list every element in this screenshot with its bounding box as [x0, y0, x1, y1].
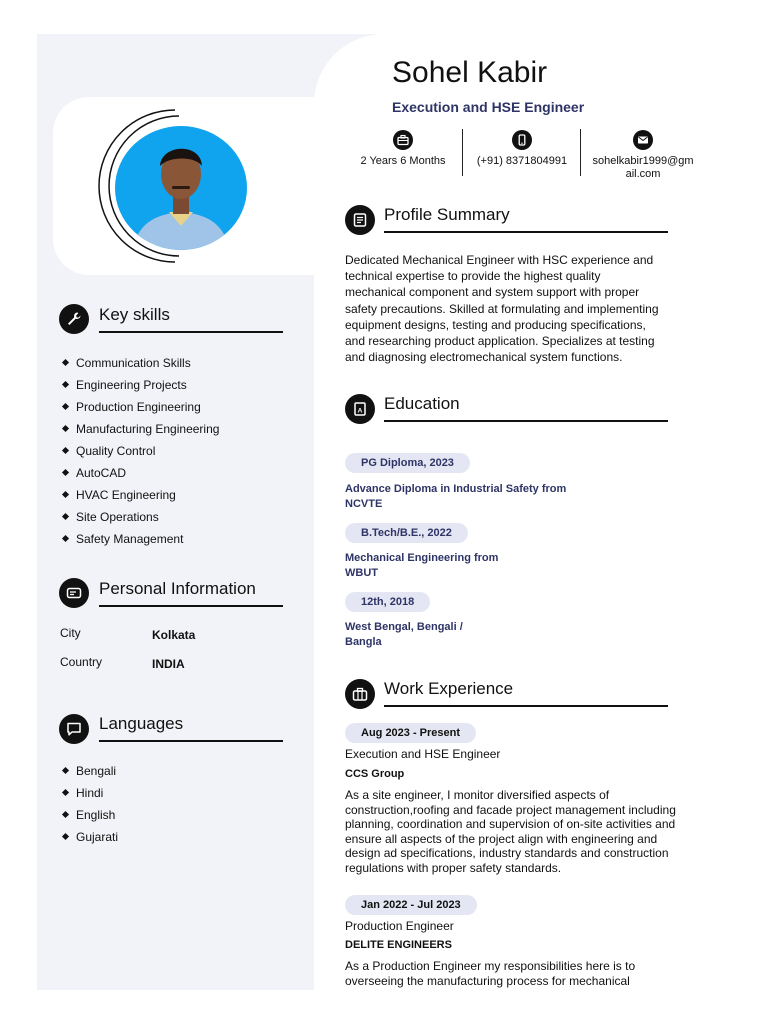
heading-underline: [99, 740, 283, 742]
briefcase-icon: [393, 130, 413, 150]
key-skills-heading: Key skills: [99, 305, 170, 324]
resume-page: [37, 34, 731, 990]
heading-underline: [384, 420, 668, 422]
contact-divider: [462, 129, 463, 176]
profile-summary-text: Dedicated Mechanical Engineer with HSC experience and technical expertise to provide the highest quality mechanical component and system support with proper safety precautions. Skilled at formulating and implementing equipment designs, testing and producing specifications, and researching product application. Specializes at testing and diagnosing electromechanical system functions.: [345, 253, 659, 365]
email-text-line1: sohelkabir1999@gm: [592, 155, 694, 167]
languages-list: [61, 764, 118, 852]
list-item: Hindi: [61, 786, 118, 808]
contact-experience: [347, 130, 459, 167]
list-item: HVAC Engineering: [61, 488, 219, 510]
experience-text: 2 Years 6 Months: [360, 155, 446, 167]
profile-summary-heading: Profile Summary: [384, 205, 510, 224]
list-item: Gujarati: [61, 830, 118, 852]
contact-email: [585, 130, 701, 180]
list-item: Production Engineering: [61, 400, 219, 422]
skills-list: [61, 356, 219, 554]
education-detail: Advance Diploma in Industrial Safety from NCVTE: [345, 483, 567, 510]
education-detail: West Bengal, Bengali / Bangla: [345, 621, 463, 648]
list-item: Safety Management: [61, 532, 219, 554]
list-item: Communication Skills: [61, 356, 219, 378]
email-icon: [633, 130, 653, 150]
list-item: Bengali: [61, 764, 118, 786]
chat-icon: [59, 714, 89, 744]
country-value: INDIA: [152, 657, 185, 671]
job-title: Execution and HSE Engineer: [392, 99, 585, 115]
job-period-badge: Aug 2023 - Present: [345, 723, 476, 743]
briefcase-icon: [345, 679, 375, 709]
education-heading: Education: [384, 394, 460, 413]
country-label: Country: [60, 655, 103, 669]
heading-underline: [384, 705, 668, 707]
job-company: CCS Group: [345, 768, 405, 780]
city-label: City: [60, 626, 81, 640]
graduation-icon: [345, 394, 375, 424]
heading-underline: [99, 331, 283, 333]
email-text-line2: ail.com: [625, 168, 661, 180]
wrench-icon: [59, 304, 89, 334]
svg-text:A: A: [357, 407, 363, 415]
heading-underline: [384, 231, 668, 233]
candidate-name: Sohel Kabir: [392, 56, 548, 89]
heading-underline: [99, 605, 283, 607]
list-item: English: [61, 808, 118, 830]
phone-icon: [512, 130, 532, 150]
list-item: Engineering Projects: [61, 378, 219, 400]
list-item: Site Operations: [61, 510, 219, 532]
city-value: Kolkata: [152, 628, 196, 642]
education-badge: B.Tech/B.E., 2022: [345, 523, 468, 543]
job-role: Execution and HSE Engineer: [345, 747, 501, 761]
work-experience-heading: Work Experience: [384, 679, 514, 698]
document-icon: [345, 205, 375, 235]
phone-text: (+91) 8371804991: [476, 155, 568, 167]
job-company: DELITE ENGINEERS: [345, 939, 452, 951]
education-badge: 12th, 2018: [345, 592, 430, 612]
education-detail: Mechanical Engineering from WBUT: [345, 552, 499, 579]
contact-phone: [465, 130, 579, 167]
personal-info-heading: Personal Information: [99, 579, 256, 598]
contact-divider: [580, 129, 581, 176]
job-description: As a Production Engineer my responsibilities here is to overseeing the manufacturing process for mechanical: [345, 959, 636, 988]
job-period-badge: Jan 2022 - Jul 2023: [345, 895, 477, 915]
education-badge: PG Diploma, 2023: [345, 453, 470, 473]
avatar: [115, 126, 247, 250]
list-item: Quality Control: [61, 444, 219, 466]
profile-photo-frame: [95, 106, 255, 266]
languages-heading: Languages: [99, 714, 184, 733]
id-card-icon: [59, 578, 89, 608]
list-item: Manufacturing Engineering: [61, 422, 219, 444]
job-role: Production Engineer: [345, 919, 454, 933]
list-item: AutoCAD: [61, 466, 219, 488]
job-description: As a site engineer, I monitor diversified aspects of construction,roofing and facade project management including planning, coordination and supervision of on-site activities and ensure all aspects of the project align with engineering and design ad specifications, industry standards and construction regulations with proper safety standards.: [345, 788, 676, 875]
